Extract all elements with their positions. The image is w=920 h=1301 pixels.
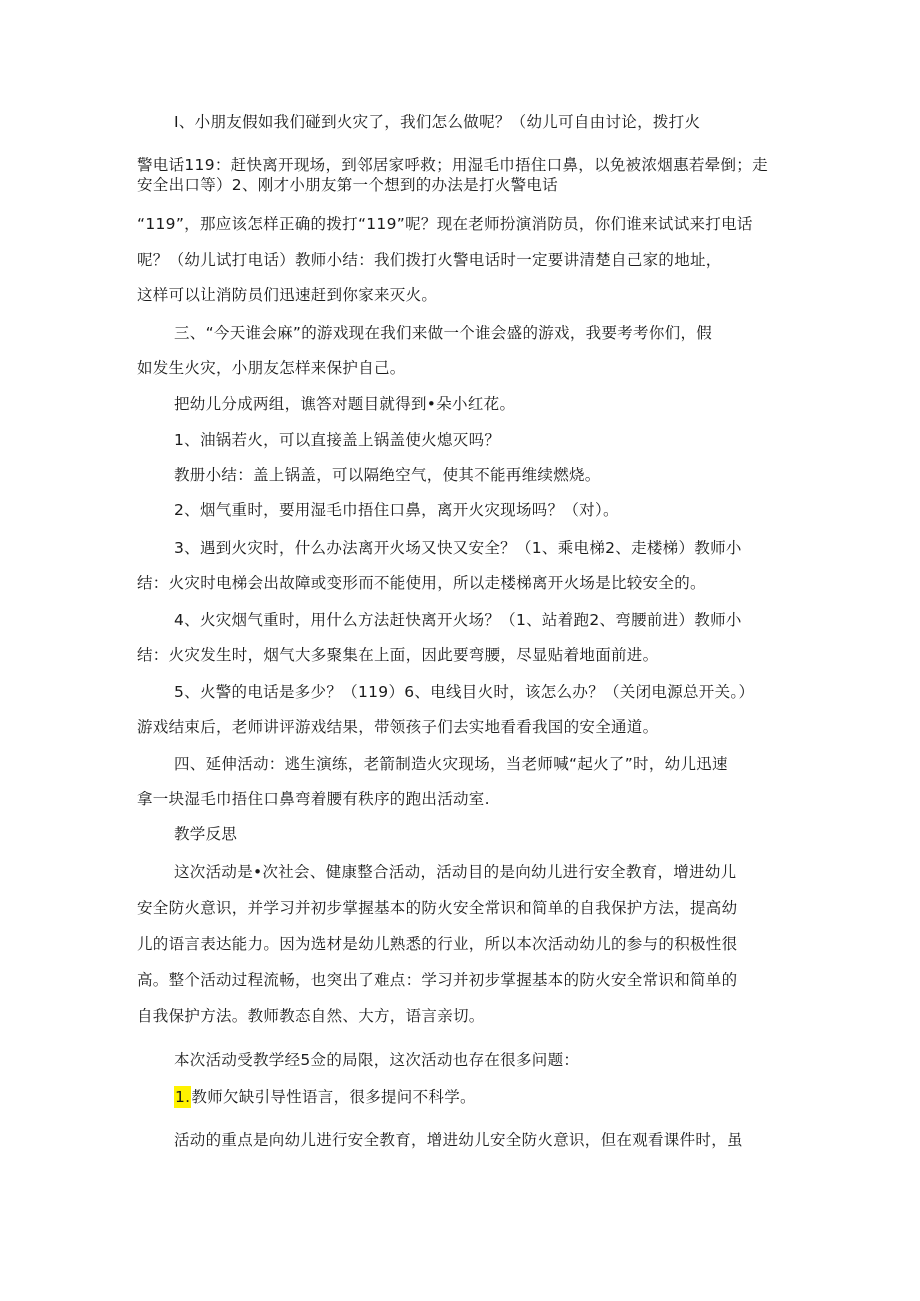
paragraph-line: I、小朋友假如我们碰到火灾了，我们怎么做呢？（幼儿可自由讨论，拨打火 <box>174 113 701 131</box>
paragraph-line: 1、油锅若火，可以直接盖上锅盖使火熄灭吗？ <box>174 431 501 449</box>
highlighted-number: 1. <box>175 1088 191 1106</box>
paragraph-line: 结：火灾时电梯会出故障或变形而不能使用，所以走楼梯离开火场是比较安全的。 <box>137 574 706 592</box>
paragraph-line: 3、遇到火灾时，什么办法离开火场又快又安全？（1、乘电梯2、走楼梯）教师小 <box>174 539 742 557</box>
paragraph-line: 三、“今天谁会麻”的游戏现在我们来做一个谁会盛的游戏，我要考考你们，假 <box>174 324 713 342</box>
paragraph-line: 安全出口等）2、刚才小朋友第一个想到的办法是打火警电话 <box>137 176 558 194</box>
list-item <box>174 1087 476 1107</box>
paragraph-line: 呢？（幼儿试打电话）教师小结：我们拨打火警电话时一定要讲清楚自己家的地址， <box>137 251 722 269</box>
paragraph-line: 把幼儿分成两组，谯答对题目就得到•朵小红花。 <box>174 395 516 413</box>
paragraph-line: 本次活动受教学经5佥的局限，这次活动也存在很多问题： <box>174 1051 580 1069</box>
paragraph-line: 儿的语言表达能力。因为选材是幼儿熟悉的行业，所以本次活动幼儿的参与的积极性很 <box>137 935 738 953</box>
paragraph-line: 警电话119：赶快离开现场，到邻居家呼救；用湿毛巾捂住口鼻，以免被浓烟惠若晕倒；走 <box>137 156 768 174</box>
section-heading: 教学反思 <box>174 825 238 843</box>
paragraph-line: 四、延伸活动：逃生演练，老箭制造火灾现场，当老师喊“起火了”时，幼儿迅速 <box>174 755 728 773</box>
paragraph-line: 2、烟气重时，要用湿毛巾捂住口鼻，离开火灾现场吗？（对）。 <box>174 501 619 519</box>
paragraph-line: 如发生火灾，小朋友怎样来保护自己。 <box>137 359 406 377</box>
paragraph-line: 拿一块湿毛巾捂住口鼻弯着腰有秩序的跑出活动室. <box>137 790 490 808</box>
paragraph-line: 活动的重点是向幼儿进行安全教育，增进幼儿安全防火意识，但在观看课件时，虽 <box>174 1131 743 1149</box>
paragraph-line: 教册小结：盖上锅盖，可以隔绝空气，使其不能再维续燃烧。 <box>174 466 601 484</box>
paragraph-line: 5、火警的电话是多少？（119）6、电线目火时，该怎么办？（关闭电源总开关。） <box>174 683 755 701</box>
paragraph-line: 结：火灾发生时，烟气大多聚集在上面，因此要弯腰，尽显贴着地面前进。 <box>137 646 659 664</box>
paragraph-line: 高。整个活动过程流畅，也突出了难点：学习并初步掌握基本的防火安全常识和简单的 <box>137 971 738 989</box>
paragraph-line: 4、火灾烟气重时，用什么方法赶快离开火场？（1、站着跑2、弯腰前进）教师小 <box>174 611 742 629</box>
paragraph-line: 游戏结束后，老师讲评游戏结果，带领孩子们去实地看看我国的安全通道。 <box>137 718 659 736</box>
paragraph-line: 这样可以让消防员们迅速赶到你家来灭火。 <box>137 286 438 304</box>
paragraph-line: 安全防火意识，并学习并初步掌握基本的防火安全常识和简单的自我保护方法，提高幼 <box>137 899 738 917</box>
list-item-text: 教师欠缺引导性语言，很多提问不科学。 <box>191 1088 476 1106</box>
paragraph-line: 这次活动是•次社会、健康整合活动，活动目的是向幼儿进行安全教育，增进幼儿 <box>174 863 737 881</box>
paragraph-line: “119”，那应该怎样正确的拨打“119”呢？现在老师扮演消防员，你们谁来试试来打电话 <box>137 215 753 233</box>
paragraph-line: 自我保护方法。教师教态自然、大方，语言亲切。 <box>137 1007 485 1025</box>
